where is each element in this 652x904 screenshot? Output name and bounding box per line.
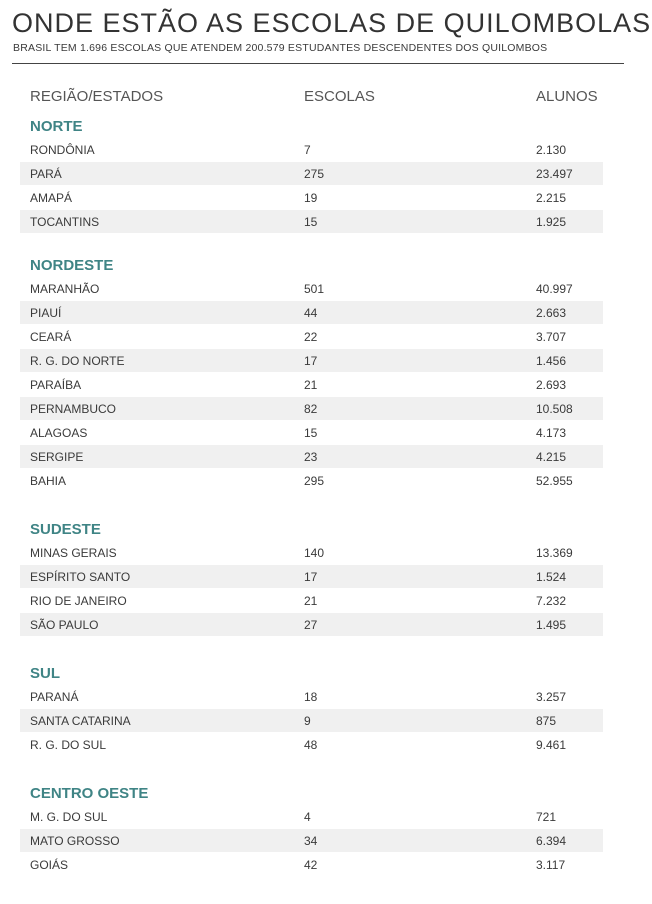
state-cell: SANTA CATARINA [30, 714, 131, 728]
students-cell: 13.369 [536, 546, 573, 560]
table-row [20, 373, 603, 396]
table-row [20, 733, 603, 756]
students-cell: 6.394 [536, 834, 567, 848]
state-cell: ALAGOAS [30, 426, 88, 440]
state-cell: AMAPÁ [30, 191, 73, 205]
state-cell: TOCANTINS [30, 215, 100, 229]
state-cell: CEARÁ [30, 330, 72, 344]
state-cell: R. G. DO SUL [30, 738, 107, 752]
table-row [20, 565, 603, 588]
region-heading: CENTRO OESTE [30, 785, 149, 802]
header-region: REGIÃO/ESTADOS [30, 88, 164, 105]
table-row [20, 541, 603, 564]
schools-cell: 42 [304, 858, 318, 872]
state-cell: ESPÍRITO SANTO [30, 570, 131, 584]
schools-cell: 23 [304, 450, 318, 464]
header-schools: ESCOLAS [304, 88, 375, 105]
students-cell: 1.495 [536, 618, 567, 632]
schools-cell: 19 [304, 191, 318, 205]
students-cell: 875 [536, 714, 557, 728]
table-row [20, 613, 603, 636]
students-cell: 7.232 [536, 594, 567, 608]
state-cell: SERGIPE [30, 450, 84, 464]
students-cell: 3.257 [536, 690, 567, 704]
state-cell: BAHIA [30, 474, 67, 488]
state-cell: GOIÁS [30, 858, 69, 872]
schools-cell: 21 [304, 378, 318, 392]
state-cell: M. G. DO SUL [30, 810, 108, 824]
state-cell: PARANÁ [30, 690, 79, 704]
state-cell: MINAS GERAIS [30, 546, 117, 560]
title-divider [12, 63, 624, 64]
schools-cell: 17 [304, 570, 318, 584]
table-row [20, 709, 603, 732]
students-cell: 10.508 [536, 402, 573, 416]
students-cell: 1.524 [536, 570, 567, 584]
schools-cell: 18 [304, 690, 318, 704]
table-row [20, 589, 603, 612]
table-row [20, 186, 603, 209]
table-row [20, 325, 603, 348]
region-heading: NORDESTE [30, 257, 114, 274]
page-title: ONDE ESTÃO AS ESCOLAS DE QUILOMBOLAS [12, 8, 652, 38]
region-heading: NORTE [30, 118, 83, 135]
table-row [20, 349, 603, 372]
schools-cell: 22 [304, 330, 318, 344]
schools-cell: 15 [304, 215, 318, 229]
state-cell: RONDÔNIA [30, 143, 95, 157]
students-cell: 23.497 [536, 167, 573, 181]
students-cell: 2.215 [536, 191, 567, 205]
state-cell: PERNAMBUCO [30, 402, 117, 416]
table-row [20, 829, 603, 852]
schools-cell: 27 [304, 618, 318, 632]
table-row [20, 277, 603, 300]
table-header [0, 88, 652, 110]
state-cell: PIAUÍ [30, 306, 62, 320]
students-cell: 9.461 [536, 738, 567, 752]
table-row [20, 162, 603, 185]
students-cell: 4.173 [536, 426, 567, 440]
schools-cell: 48 [304, 738, 318, 752]
state-cell: RIO DE JANEIRO [30, 594, 127, 608]
table-row [20, 421, 603, 444]
table-row [20, 853, 603, 876]
schools-cell: 44 [304, 306, 318, 320]
students-cell: 4.215 [536, 450, 567, 464]
students-cell: 2.130 [536, 143, 567, 157]
table-row [20, 469, 603, 492]
students-cell: 2.693 [536, 378, 567, 392]
students-cell: 52.955 [536, 474, 573, 488]
schools-cell: 275 [304, 167, 325, 181]
schools-cell: 140 [304, 546, 325, 560]
region-heading: SUDESTE [30, 521, 101, 538]
students-cell: 3.707 [536, 330, 567, 344]
schools-cell: 9 [304, 714, 311, 728]
state-cell: SÃO PAULO [30, 618, 99, 632]
schools-cell: 82 [304, 402, 318, 416]
state-cell: MATO GROSSO [30, 834, 120, 848]
schools-cell: 501 [304, 282, 325, 296]
table-row [20, 685, 603, 708]
students-cell: 1.456 [536, 354, 567, 368]
state-cell: MARANHÃO [30, 282, 100, 296]
table-row [20, 445, 603, 468]
schools-cell: 4 [304, 810, 311, 824]
schools-cell: 295 [304, 474, 325, 488]
table-row [20, 301, 603, 324]
students-cell: 2.663 [536, 306, 567, 320]
schools-cell: 17 [304, 354, 318, 368]
state-cell: PARAÍBA [30, 378, 82, 392]
state-cell: PARÁ [30, 167, 62, 181]
region-heading: SUL [30, 665, 60, 682]
header-students: ALUNOS [536, 88, 598, 105]
state-cell: R. G. DO NORTE [30, 354, 125, 368]
students-cell: 721 [536, 810, 557, 824]
schools-cell: 15 [304, 426, 318, 440]
table-row [20, 397, 603, 420]
schools-cell: 21 [304, 594, 318, 608]
schools-cell: 7 [304, 143, 311, 157]
students-cell: 1.925 [536, 215, 567, 229]
table-row [20, 210, 603, 233]
students-cell: 3.117 [536, 858, 566, 872]
table-row [20, 138, 603, 161]
schools-cell: 34 [304, 834, 318, 848]
page-subtitle: BRASIL TEM 1.696 ESCOLAS QUE ATENDEM 200.579 ESTUDANTES DESCENDENTES DOS QUILOMBOS [13, 42, 548, 54]
students-cell: 40.997 [536, 282, 573, 296]
table-row [20, 805, 603, 828]
